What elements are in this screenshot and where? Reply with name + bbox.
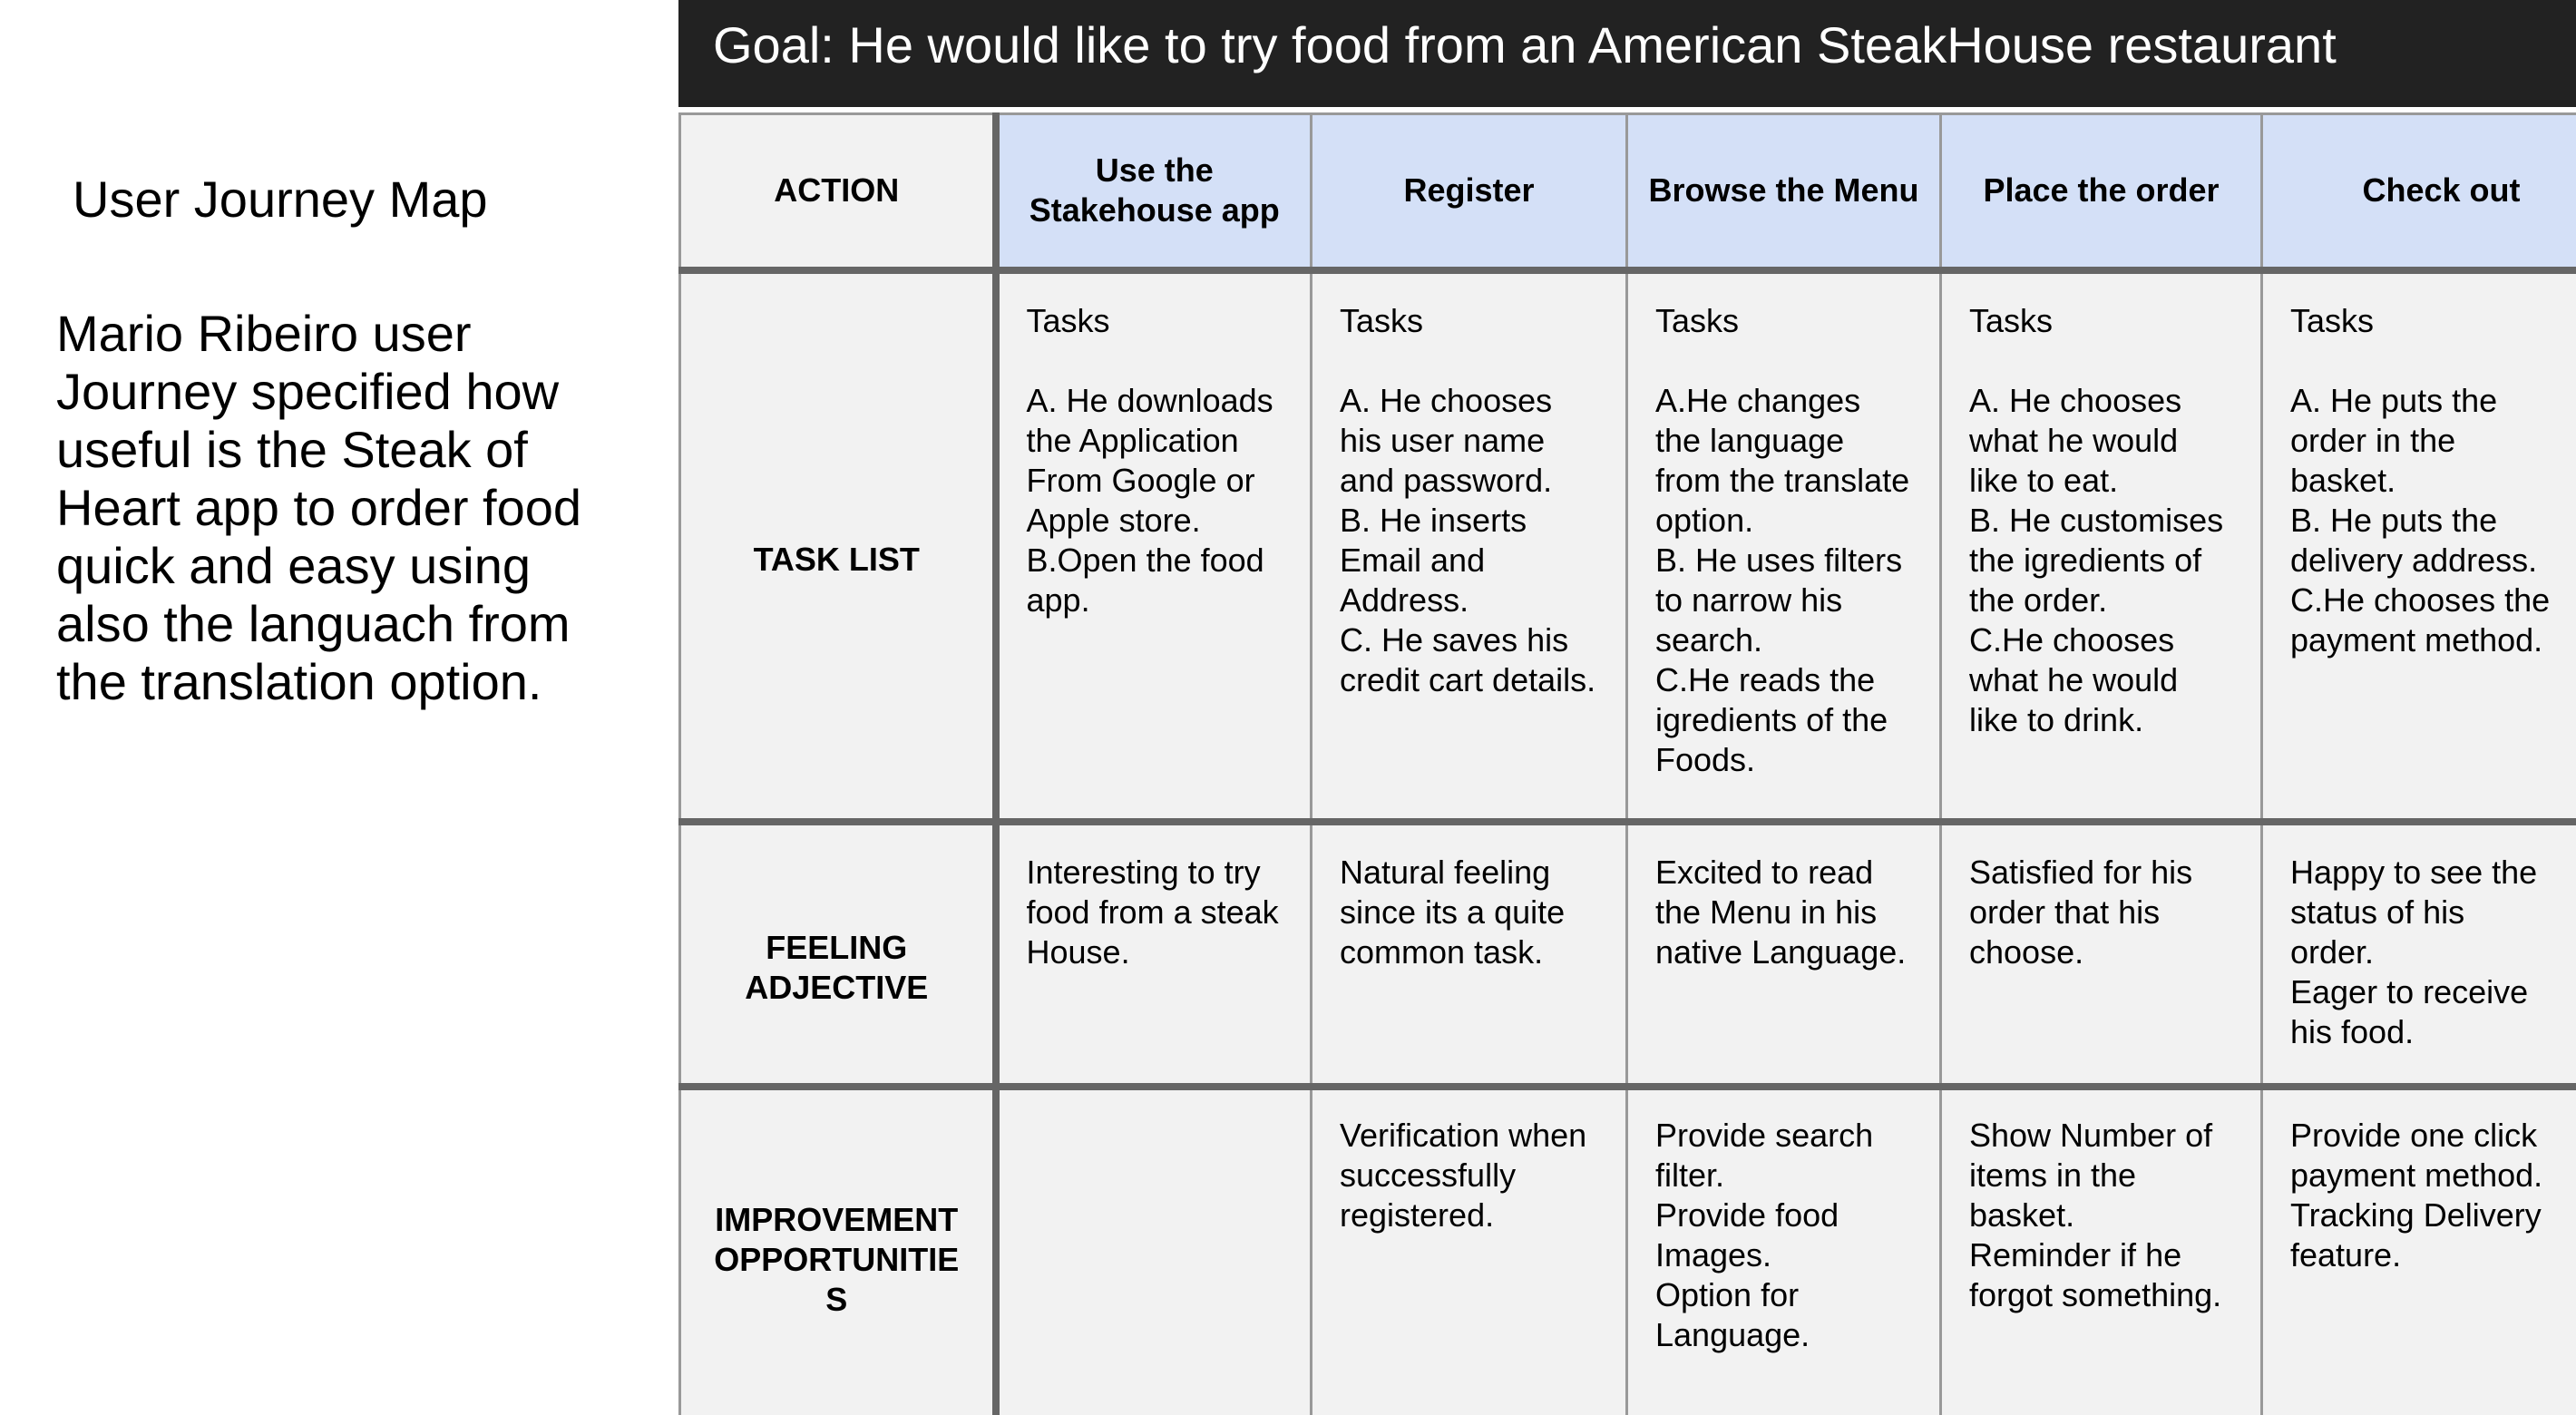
stage-header: Place the order (1941, 114, 2262, 270)
row-label-improvement: IMPROVEMENT OPPORTUNITIE S (680, 1087, 996, 1415)
row-label-task-list: TASK LIST (680, 270, 996, 822)
feeling-cell: Natural feeling since its a quite common task. (1312, 822, 1627, 1087)
task-cell: Tasks A. He downloads the Application From Google or Apple store. B.Open the food app. (996, 270, 1312, 822)
map-title: User Journey Map (73, 171, 488, 228)
feeling-cell: Happy to see the status of his order. Eager to receive his food. (2262, 822, 2576, 1087)
task-cell: Tasks A. He puts the order in the basket. B. He puts the delivery address. C.He chooses the payment method. (2262, 270, 2576, 822)
task-list-row (680, 270, 2576, 822)
feeling-row (680, 822, 2576, 1087)
task-cell: Tasks A. He chooses what he would like to eat. B. He customises the igredients of the order. C.He chooses what he would like to drink. (1941, 270, 2262, 822)
improvement-cell (996, 1087, 1312, 1415)
feeling-cell: Interesting to try food from a steak House. (996, 822, 1312, 1087)
stage-header: Use the Stakehouse app (996, 114, 1312, 270)
task-cell: Tasks A. He chooses his user name and password. B. He inserts Email and Address. C. He saves his credit cart details. (1312, 270, 1627, 822)
task-cell: Tasks A.He changes the language from the translate option. B. He uses filters to narrow his search. C.He reads the igredients of the Foods. (1627, 270, 1941, 822)
feeling-cell: Excited to read the Menu in his native Language. (1627, 822, 1941, 1087)
stage-header: Browse the Menu (1627, 114, 1941, 270)
row-label-feeling: FEELING ADJECTIVE (680, 822, 996, 1087)
journey-table (678, 112, 2576, 1415)
journey-description: Mario Ribeiro user Journey specified how useful is the Steak of Heart app to order food quick and easy using also the languach from the translation option. (56, 305, 582, 710)
stage-header: Register (1312, 114, 1627, 270)
improvement-cell: Provide search filter. Provide food Images. Option for Language. (1627, 1087, 1941, 1415)
improvement-cell: Show Number of items in the basket. Reminder if he forgot something. (1941, 1087, 2262, 1415)
improvement-cell: Provide one click payment method. Tracking Delivery feature. (2262, 1087, 2576, 1415)
goal-banner: Goal: He would like to try food from an American SteakHouse restaurant (678, 0, 2576, 107)
feeling-cell: Satisfied for his order that his choose. (1941, 822, 2262, 1087)
action-row (680, 114, 2576, 270)
improvement-row (680, 1087, 2576, 1415)
stage-header: Check out (2262, 114, 2576, 270)
improvement-cell: Verification when successfully registered. (1312, 1087, 1627, 1415)
row-label-action: ACTION (680, 114, 996, 270)
